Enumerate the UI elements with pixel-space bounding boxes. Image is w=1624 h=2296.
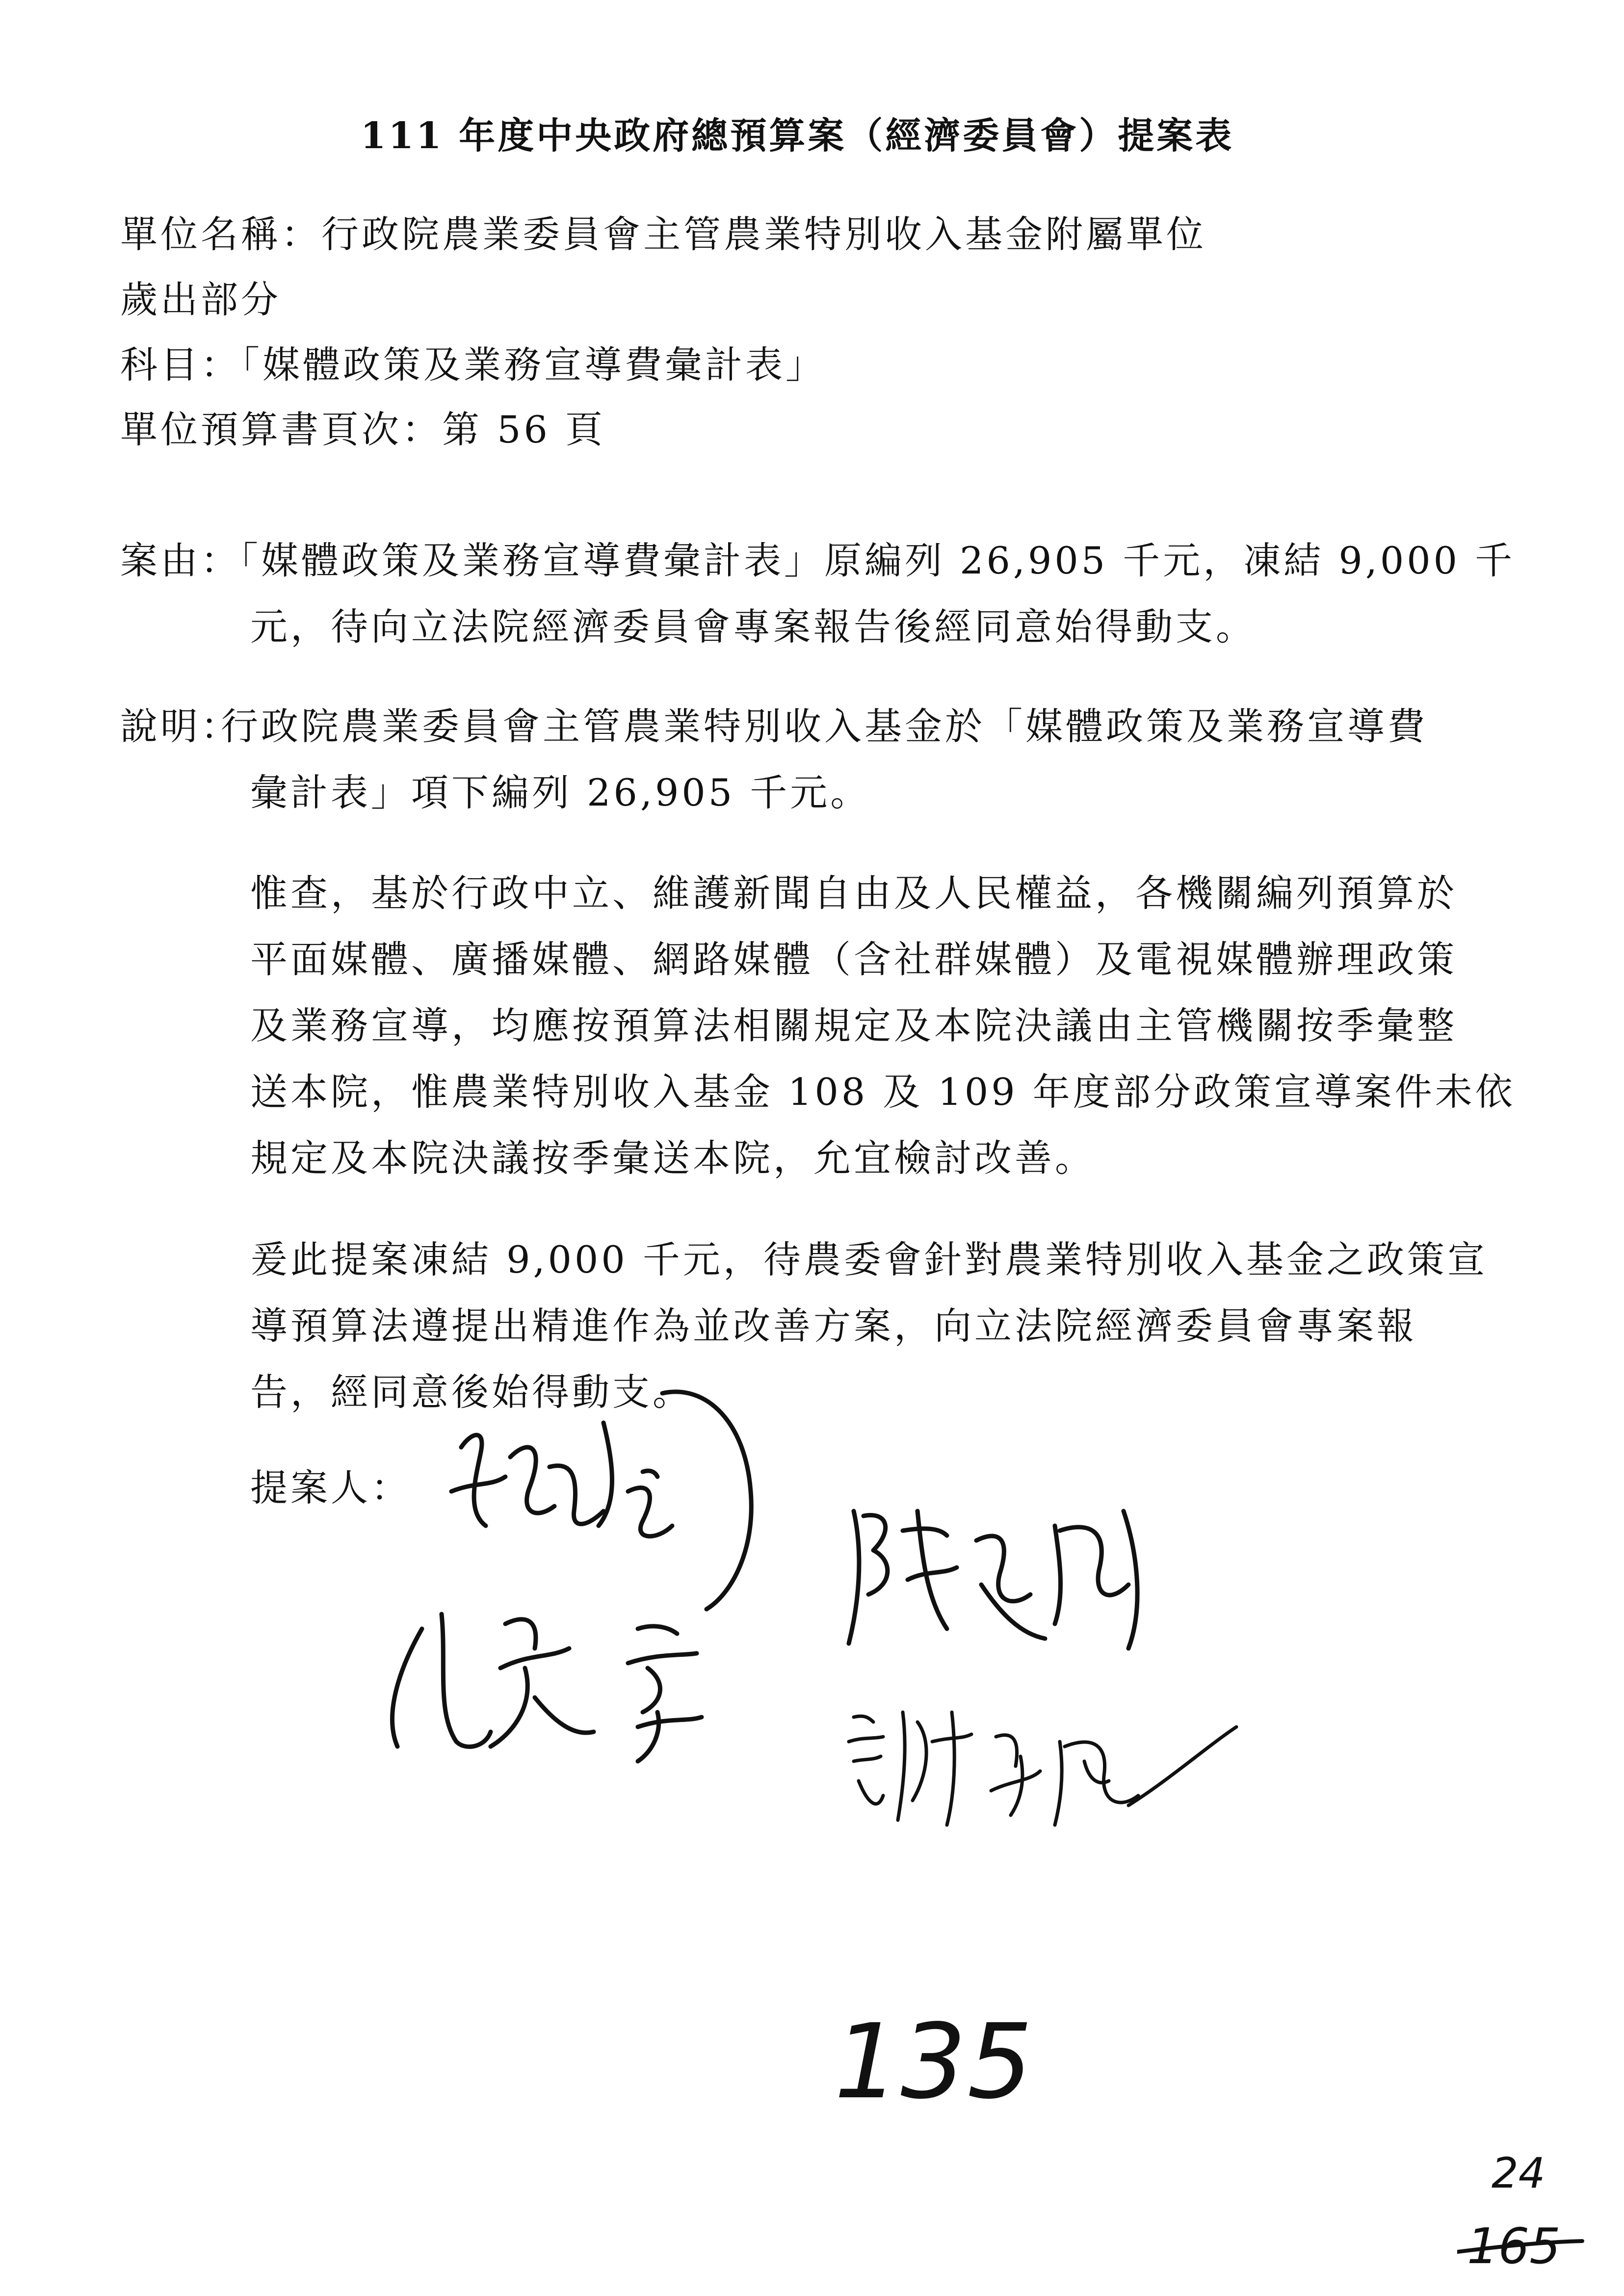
strikethrough-line xyxy=(1457,2218,1585,2276)
unit-name: 單位名稱：行政院農業委員會主管農業特別收入基金附屬單位 xyxy=(120,212,1206,256)
section-label: 歲出部分 xyxy=(120,278,281,321)
signature-3 xyxy=(363,1585,805,1781)
case-line-2: 元，待向立法院經濟委員會專案報告後經同意始得動支。 xyxy=(250,605,1256,649)
paragraph-3-line-1: 爰此提案凍結 9,000 千元，待農委會針對農業特別收入基金之政策宣 xyxy=(250,1238,1488,1281)
paragraph-2-line-4: 送本院，惟農業特別收入基金 108 及 109 年度部分政策宣導案件未依 xyxy=(250,1070,1516,1114)
paragraph-2-line-2: 平面媒體、廣播媒體、網路媒體（含社群媒體）及電視媒體辦理政策 xyxy=(250,938,1457,981)
budget-page-ref: 單位預算書頁次：第 56 頁 xyxy=(120,408,606,451)
paragraph-3-line-3: 告，經同意後始得動支。 xyxy=(250,1370,693,1414)
handwritten-page-number: 135 xyxy=(834,2002,1034,2122)
explanation-line-1: 行政院農業委員會主管農業特別收入基金於「媒體政策及業務宣導費 xyxy=(221,704,1428,748)
signature-2 xyxy=(834,1482,1178,1668)
paragraph-2-line-5: 規定及本院決議按季彙送本院，允宜檢討改善。 xyxy=(250,1136,1095,1180)
corner-number-old-struck: 165 xyxy=(1467,2218,1561,2275)
subject-line: 科目：「媒體政策及業務宣導費彙計表」 xyxy=(120,343,826,387)
paragraph-3-line-2: 導預算法遵提出精進作為並改善方案，向立法院經濟委員會專案報 xyxy=(250,1304,1417,1348)
case-line-1: 「媒體政策及業務宣導費彙計表」原編列 26,905 千元，凍結 9,000 千 xyxy=(221,539,1516,582)
signature-4 xyxy=(834,1683,1256,1840)
explanation-label: 說明： xyxy=(120,704,241,748)
paragraph-2-line-1: 惟查，基於行政中立、維護新聞自由及人民權益，各機關編列預算於 xyxy=(250,871,1457,915)
case-label: 案由： xyxy=(120,539,241,582)
paragraph-2-line-3: 及業務宣導，均應按預算法相關規定及本院決議由主管機關按季彙整 xyxy=(250,1004,1457,1047)
proposer-label: 提案人： xyxy=(250,1466,411,1510)
explanation-line-2: 彙計表」項下編列 26,905 千元。 xyxy=(250,771,871,814)
corner-number-current: 24 xyxy=(1492,2149,1545,2198)
page-title: 111 年度中央政府總預算案（經濟委員會）提案表 xyxy=(361,115,1234,157)
